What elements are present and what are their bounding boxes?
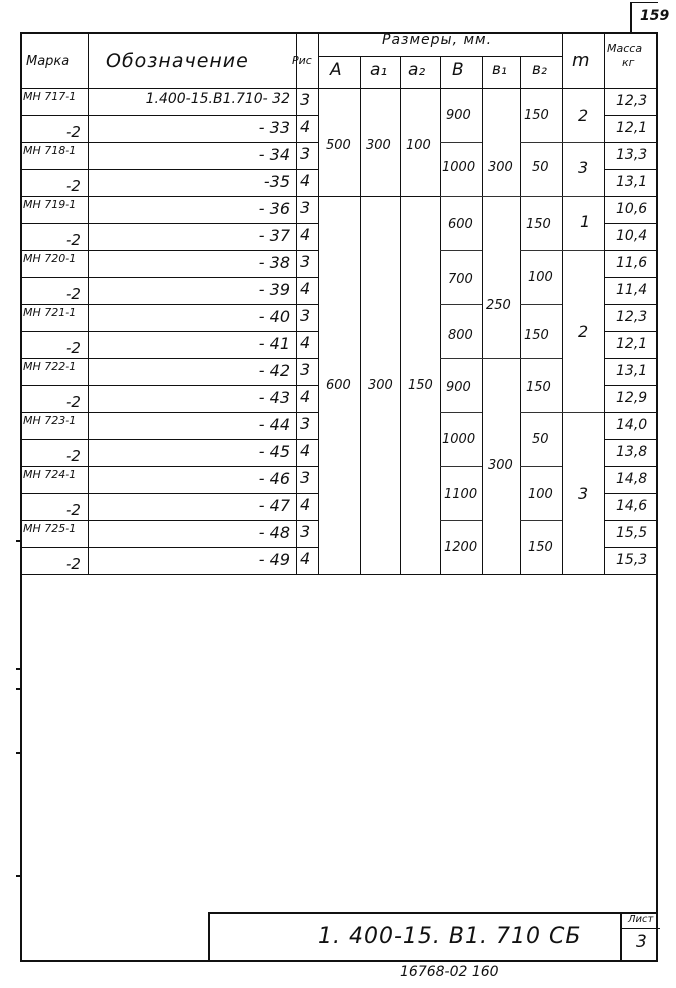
row-mass: 12,1: [616, 336, 648, 352]
archive-number: 16768-02 160: [400, 964, 499, 980]
row-mass: 12,3: [616, 93, 648, 109]
row-marka: -2: [66, 123, 81, 141]
row-designation: - 49: [258, 550, 290, 569]
value-b2: 150: [524, 108, 549, 123]
row-designation: - 38: [258, 253, 290, 272]
row-mass: 11,4: [616, 282, 648, 298]
row-marka: -2: [66, 447, 81, 465]
row-figure: 4: [300, 171, 311, 190]
value-a1-top: 300: [366, 138, 391, 153]
grid-line: [482, 358, 520, 359]
row-designation: - 40: [258, 307, 290, 326]
row-line: [296, 250, 318, 251]
grid-line: [520, 142, 562, 143]
row-line: [20, 358, 88, 359]
row-marka: -2: [66, 501, 81, 519]
row-figure: 3: [300, 522, 311, 541]
row-line: [20, 277, 88, 278]
row-figure: 3: [300, 468, 311, 487]
row-line: [20, 385, 88, 386]
row-marka: -2: [66, 177, 81, 195]
grid-line: [520, 520, 562, 521]
row-line: [604, 223, 658, 224]
grid-line: [20, 574, 658, 575]
row-designation: - 46: [258, 469, 290, 488]
row-line: [296, 196, 318, 197]
row-marka: -2: [66, 555, 81, 573]
row-line: [20, 223, 88, 224]
row-marka: -2: [66, 393, 81, 411]
header-b2: в₂: [532, 60, 547, 78]
grid-line: [520, 412, 562, 413]
row-line: [604, 142, 658, 143]
grid-line: [562, 32, 563, 574]
row-line: [88, 196, 296, 197]
row-line: [604, 331, 658, 332]
row-marka: МН 724-1: [23, 468, 77, 481]
value-m: 2: [578, 106, 589, 125]
grid-line: [440, 466, 482, 467]
row-line: [88, 547, 296, 548]
value-b2: 50: [532, 160, 549, 175]
row-line: [88, 493, 296, 494]
grid-line: [400, 56, 401, 574]
header-razmery: Размеры, мм.: [382, 32, 493, 48]
row-designation: - 47: [258, 496, 290, 515]
grid-line: [622, 928, 660, 929]
row-figure: 4: [300, 225, 311, 244]
row-designation: -35: [263, 172, 290, 191]
grid-line: [520, 56, 521, 574]
value-B: 1200: [444, 540, 478, 555]
grid-line: [520, 196, 562, 197]
row-figure: 4: [300, 495, 311, 514]
value-B: 700: [448, 272, 473, 287]
row-mass: 12,3: [616, 309, 648, 325]
row-line: [604, 547, 658, 548]
row-designation: - 48: [258, 523, 290, 542]
grid-line: [440, 196, 482, 197]
grid-line: [360, 56, 361, 574]
value-b2: 150: [524, 328, 549, 343]
row-line: [296, 466, 318, 467]
header-ris: Рис: [292, 54, 312, 67]
header-a1: a₁: [370, 60, 388, 80]
value-B: 1100: [444, 487, 478, 502]
row-line: [20, 331, 88, 332]
row-line: [604, 520, 658, 521]
value-A-top: 500: [326, 138, 351, 153]
row-line: [604, 304, 658, 305]
margin-tick: [16, 668, 20, 670]
row-designation: 1.400-15.В1.710- 32: [145, 91, 290, 107]
row-line: [604, 439, 658, 440]
row-designation: - 44: [258, 415, 290, 434]
row-line: [604, 196, 658, 197]
grid-line: [440, 304, 482, 305]
header-B: B: [452, 60, 464, 80]
row-line: [88, 223, 296, 224]
row-line: [20, 196, 88, 197]
row-line: [604, 466, 658, 467]
value-B: 1000: [442, 160, 476, 175]
row-line: [88, 331, 296, 332]
row-mass: 12,9: [616, 390, 648, 406]
row-line: [604, 277, 658, 278]
row-line: [604, 412, 658, 413]
value-b2: 150: [526, 380, 551, 395]
row-mass: 14,6: [616, 498, 648, 514]
row-mass: 10,6: [616, 201, 648, 217]
header-marka: Марка: [26, 54, 70, 69]
row-line: [88, 304, 296, 305]
margin-tick: [16, 540, 20, 542]
row-designation: - 37: [258, 226, 290, 245]
row-line: [604, 115, 658, 116]
value-B: 800: [448, 328, 473, 343]
row-line: [20, 520, 88, 521]
row-marka: -2: [66, 285, 81, 303]
grid-line: [520, 466, 562, 467]
row-marka: МН 722-1: [23, 360, 77, 373]
header-A: A: [330, 60, 342, 80]
header-massa: Масса: [607, 42, 643, 55]
row-line: [604, 358, 658, 359]
corner-number: 159: [640, 8, 670, 24]
row-marka: МН 717-1: [23, 90, 77, 103]
row-line: [20, 412, 88, 413]
row-line: [88, 358, 296, 359]
row-line: [296, 277, 318, 278]
document-designation: 1. 400-15. В1. 710 СБ: [318, 924, 582, 949]
margin-tick: [16, 688, 20, 690]
row-line: [296, 331, 318, 332]
row-mass: 14,8: [616, 471, 648, 487]
row-line: [604, 169, 658, 170]
row-figure: 3: [300, 414, 311, 433]
header-massa-unit: кг: [622, 56, 635, 69]
row-line: [604, 385, 658, 386]
row-mass: 15,5: [616, 525, 648, 541]
row-line: [604, 493, 658, 494]
row-line: [296, 304, 318, 305]
row-mass: 15,3: [616, 552, 648, 568]
margin-tick: [16, 875, 20, 877]
row-designation: - 45: [258, 442, 290, 461]
row-marka: МН 723-1: [23, 414, 77, 427]
grid-line: [440, 358, 482, 359]
row-marka: МН 718-1: [23, 144, 77, 157]
row-mass: 13,3: [616, 147, 648, 163]
grid-line: [482, 56, 483, 574]
title-block: [208, 912, 658, 962]
grid-line: [440, 142, 482, 143]
value-a1-bottom: 300: [368, 378, 393, 393]
row-line: [20, 304, 88, 305]
row-designation: - 33: [258, 118, 290, 137]
value-b2: 100: [528, 487, 553, 502]
grid-line: [520, 304, 562, 305]
row-line: [296, 169, 318, 170]
row-marka: -2: [66, 231, 81, 249]
row-mass: 13,1: [616, 363, 648, 379]
sheet-cell: [620, 914, 660, 960]
row-figure: 4: [300, 117, 311, 136]
sheet-label: Лист: [628, 914, 654, 925]
grid-line: [318, 196, 440, 197]
row-figure: 3: [300, 198, 311, 217]
row-marka: МН 720-1: [23, 252, 77, 265]
row-line: [20, 250, 88, 251]
grid-line: [440, 520, 482, 521]
row-figure: 4: [300, 279, 311, 298]
row-mass: 12,1: [616, 120, 648, 136]
row-marka: МН 719-1: [23, 198, 77, 211]
row-line: [88, 250, 296, 251]
sheet-number: 3: [636, 932, 647, 952]
header-b1: в₁: [492, 60, 507, 78]
row-line: [88, 115, 296, 116]
value-a2-bottom: 150: [408, 378, 433, 393]
row-line: [20, 547, 88, 548]
grid-line: [520, 250, 562, 251]
grid-line: [562, 250, 604, 251]
value-b2: 150: [528, 540, 553, 555]
row-line: [88, 169, 296, 170]
row-figure: 4: [300, 549, 311, 568]
row-figure: 3: [300, 144, 311, 163]
row-mass: 11,6: [616, 255, 648, 271]
header-a2: a₂: [408, 60, 426, 80]
value-b1: 300: [488, 458, 513, 473]
row-designation: - 41: [258, 334, 290, 353]
value-B: 600: [448, 217, 473, 232]
row-line: [296, 115, 318, 116]
value-B: 1000: [442, 432, 476, 447]
row-mass: 13,1: [616, 174, 648, 190]
row-line: [88, 520, 296, 521]
row-line: [20, 466, 88, 467]
row-designation: - 34: [258, 145, 290, 164]
row-line: [20, 142, 88, 143]
margin-tick: [16, 752, 20, 754]
header-m: m: [572, 50, 590, 71]
value-B: 900: [446, 108, 471, 123]
row-line: [296, 223, 318, 224]
row-marka: -2: [66, 339, 81, 357]
row-figure: 4: [300, 387, 311, 406]
row-designation: - 36: [258, 199, 290, 218]
grid-line: [482, 196, 520, 197]
row-line: [88, 277, 296, 278]
grid-line: [440, 250, 482, 251]
row-line: [88, 466, 296, 467]
row-line: [88, 385, 296, 386]
row-line: [296, 520, 318, 521]
row-figure: 3: [300, 90, 311, 109]
value-b1: 300: [488, 160, 513, 175]
row-designation: - 43: [258, 388, 290, 407]
row-line: [20, 169, 88, 170]
row-mass: 13,8: [616, 444, 648, 460]
row-line: [88, 142, 296, 143]
value-b2: 50: [532, 432, 549, 447]
row-designation: - 39: [258, 280, 290, 299]
row-figure: 3: [300, 360, 311, 379]
value-b2: 150: [526, 217, 551, 232]
grid-line: [520, 358, 562, 359]
row-figure: 4: [300, 441, 311, 460]
row-line: [604, 250, 658, 251]
grid-line: [318, 32, 319, 574]
value-a2-top: 100: [406, 138, 431, 153]
grid-line: [562, 196, 604, 197]
value-B: 900: [446, 380, 471, 395]
value-m: 3: [578, 484, 589, 503]
row-line: [296, 493, 318, 494]
row-figure: 3: [300, 306, 311, 325]
grid-line: [440, 412, 482, 413]
value-m: 3: [578, 158, 589, 177]
grid-line: [20, 88, 658, 89]
row-line: [296, 547, 318, 548]
row-designation: - 42: [258, 361, 290, 380]
row-figure: 4: [300, 333, 311, 352]
row-line: [296, 412, 318, 413]
value-m: 2: [578, 322, 589, 341]
row-line: [20, 115, 88, 116]
grid-line: [562, 412, 604, 413]
value-b2: 100: [528, 270, 553, 285]
value-A-bottom: 600: [326, 378, 351, 393]
grid-line: [562, 142, 604, 143]
grid-line: [440, 56, 441, 574]
row-line: [20, 493, 88, 494]
row-line: [296, 358, 318, 359]
row-line: [20, 439, 88, 440]
row-marka: МН 725-1: [23, 522, 77, 535]
grid-line: [318, 56, 562, 57]
row-marka: МН 721-1: [23, 306, 77, 319]
row-figure: 3: [300, 252, 311, 271]
row-mass: 10,4: [616, 228, 648, 244]
value-m: 1: [580, 212, 591, 231]
row-line: [88, 412, 296, 413]
row-line: [296, 385, 318, 386]
row-mass: 14,0: [616, 417, 648, 433]
row-line: [88, 439, 296, 440]
row-line: [296, 142, 318, 143]
row-line: [296, 439, 318, 440]
value-b1: 250: [486, 298, 511, 313]
header-oboznachenie: Обозначение: [106, 50, 249, 72]
